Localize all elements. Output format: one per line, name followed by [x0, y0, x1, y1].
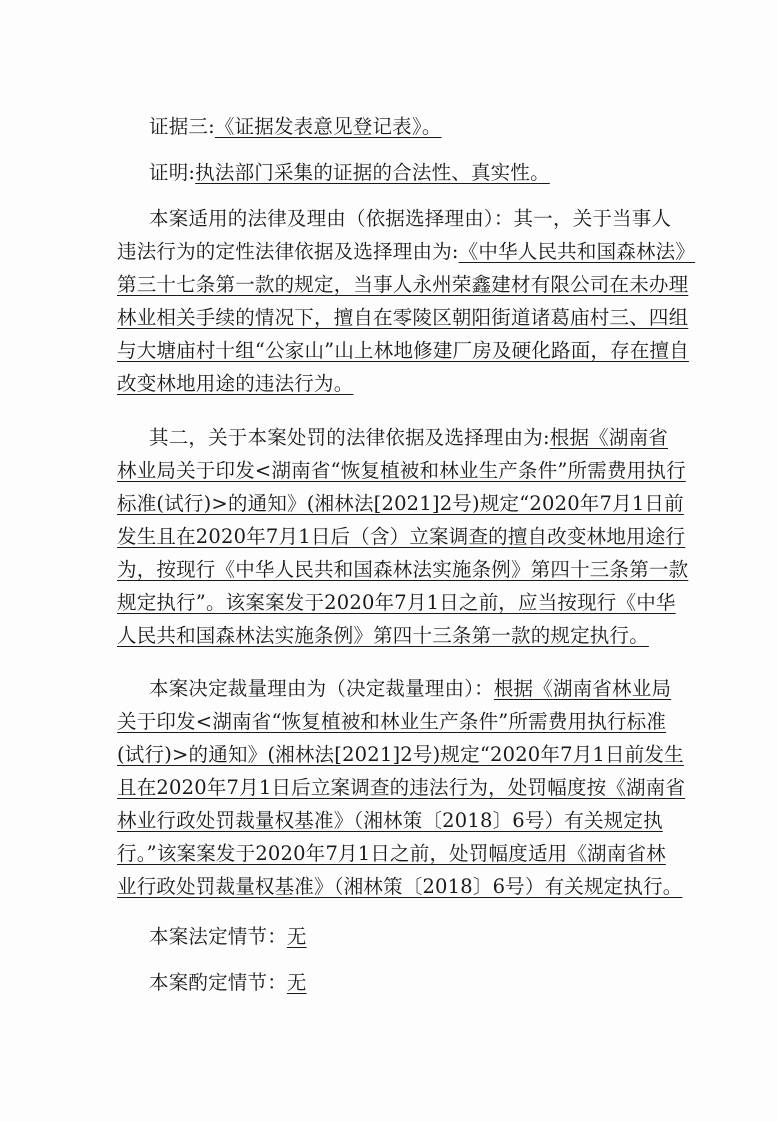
- discretion-line-1-value: 根据《湖南省林业局: [493, 677, 672, 700]
- discretion-line-4: 且在2020年7月1日后立案调查的违法行为，处罚幅度按《湖南省: [117, 776, 686, 799]
- evidence-3-value: 《证据发表意见登记表》。: [214, 115, 442, 138]
- legal-basis-line-6: 改变林地用途的违法行为。: [117, 372, 354, 395]
- discretionary-circumstances-label: 本案酌定情节：: [149, 971, 287, 994]
- proof-label: 证明:: [149, 161, 196, 184]
- penalty-basis-line-7: 人民共和国森林法实施条例》第四十三条第一款的规定执行。: [117, 624, 649, 647]
- penalty-basis-line-2: 林业局关于印发<湖南省“恢复植被和林业生产条件”所需费用执行: [117, 459, 686, 482]
- discretionary-circumstances-line: [149, 970, 307, 996]
- discretion-line-2: 关于印发<湖南省“恢复植被和林业生产条件”所需费用执行标准: [117, 710, 667, 733]
- discretion-line-6: 行。”该案案发于2020年7月1日之前，处罚幅度适用《湖南省林: [117, 842, 666, 865]
- statutory-circumstances-line: [149, 924, 307, 950]
- discretion-line-1: [149, 676, 671, 702]
- legal-basis-line-4: 林业相关手续的情况下，擅自在零陵区朝阳街道诸葛庙村三、四组: [117, 306, 689, 329]
- proof-line: [149, 160, 550, 186]
- evidence-3-label: 证据三:: [149, 115, 215, 138]
- statutory-circumstances-label: 本案法定情节：: [149, 925, 287, 948]
- penalty-basis-line-4: 发生且在2020年7月1日后（含）立案调查的擅自改变林地用途行: [117, 525, 686, 548]
- evidence-3-line: [149, 114, 442, 140]
- discretionary-circumstances-value: 无: [286, 971, 307, 994]
- penalty-basis-line-1-value: 根据《湖南省: [549, 426, 668, 449]
- legal-basis-line-5: 与大塘庙村十组“公家山”山上林地修建厂房及硬化路面，存在擅自: [117, 339, 689, 362]
- discretion-line-1-label: 本案决定裁量理由为（决定裁量理由）：: [149, 677, 494, 700]
- legal-basis-line-1: 本案适用的法律及理由（依据选择理由）：其一，关于当事人: [149, 207, 672, 230]
- discretion-line-5: 林业行政处罚裁量权基准》（湘林策〔2018〕6号）有关规定执: [117, 809, 663, 832]
- statutory-circumstances-value: 无: [286, 925, 307, 948]
- penalty-basis-line-3: 标准(试行)>的通知》(湘林法[2021]2号)规定“2020年7月1日前: [117, 492, 684, 515]
- penalty-basis-line-1-label: 其二，关于本案处罚的法律依据及选择理由为:: [149, 426, 550, 449]
- penalty-basis-line-6: 规定执行”。该案案发于2020年7月1日之前，应当按现行《中华: [117, 591, 676, 614]
- penalty-basis-line-1: [149, 425, 668, 451]
- discretion-line-3: (试行)>的通知》(湘林法[2021]2号)规定“2020年7月1日前发生: [117, 743, 684, 766]
- legal-basis-line-2-value: 《中华人民共和国森林法》: [458, 240, 696, 263]
- legal-basis-line-2-label: 违法行为的定性法律依据及选择理由为:: [117, 240, 459, 263]
- legal-basis-line-3: 第三十七条第一款的规定，当事人永州荣鑫建材有限公司在未办理: [117, 273, 689, 296]
- discretion-line-7: 业行政处罚裁量权基准》（湘林策〔2018〕6号）有关规定执行。: [117, 875, 683, 898]
- proof-value: 执法部门采集的证据的合法性、真实性。: [195, 161, 550, 184]
- legal-basis-line-2: [117, 239, 695, 265]
- penalty-basis-line-5: 为，按现行《中华人民共和国森林法实施条例》第四十三条第一款: [117, 558, 689, 581]
